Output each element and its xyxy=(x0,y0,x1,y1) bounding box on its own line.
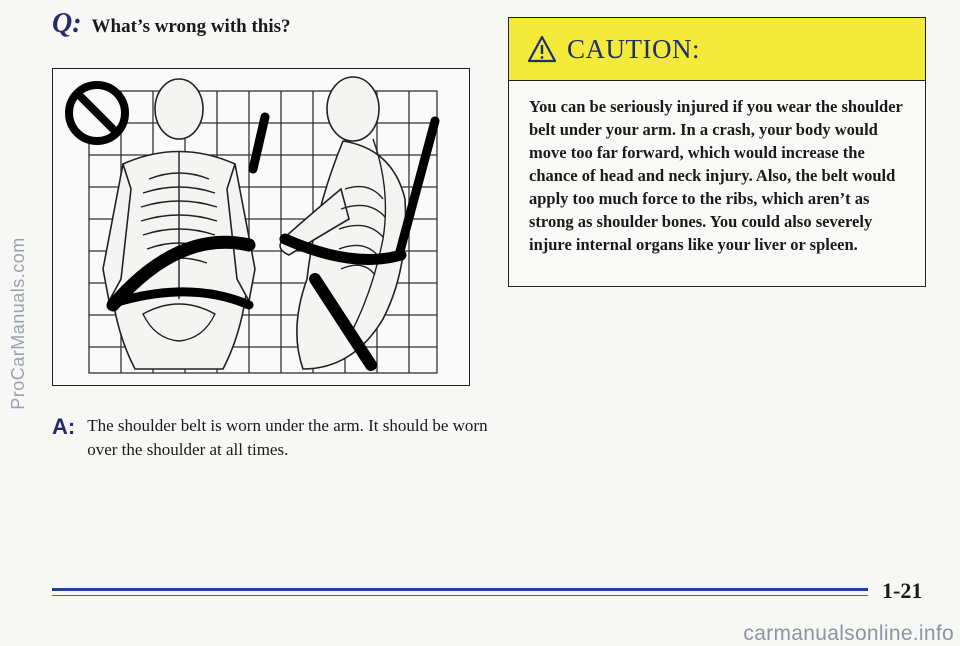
bottom-watermark: carmanualsonline.info xyxy=(743,622,954,645)
answer-text: The shoulder belt is worn under the arm. It should be worn over the shoulder at all times. xyxy=(87,416,488,459)
prohibition-icon xyxy=(69,85,125,141)
seatbelt-illustration xyxy=(52,68,470,386)
question-letter: Q: xyxy=(52,8,82,39)
footer-rule-thick xyxy=(52,588,868,591)
question-line xyxy=(52,8,291,40)
caution-box xyxy=(508,17,926,287)
answer-line xyxy=(52,414,492,462)
side-watermark-text: ProCarManuals.com xyxy=(7,236,28,410)
caution-header xyxy=(509,18,925,81)
caution-body: You can be seriously injured if you wear the shoulder belt under your arm. In a crash, your body would move too far forward, which would increase the chance of head and neck injury. Also, the belt would apply too much force to the ribs, which aren’t as strong as shoulder bones. You could also severely injure internal organs like your liver or spleen. xyxy=(529,97,903,254)
footer-rule-thin xyxy=(52,595,868,596)
question-text: What’s wrong with this? xyxy=(91,16,291,37)
caution-title: CAUTION: xyxy=(567,33,700,64)
answer-letter: A: xyxy=(52,414,76,439)
seatbelt-drawing xyxy=(53,69,468,384)
warning-triangle-icon xyxy=(527,35,557,63)
page-number: 1-21 xyxy=(882,578,923,603)
side-watermark xyxy=(4,0,32,646)
footer-rule xyxy=(52,588,868,596)
